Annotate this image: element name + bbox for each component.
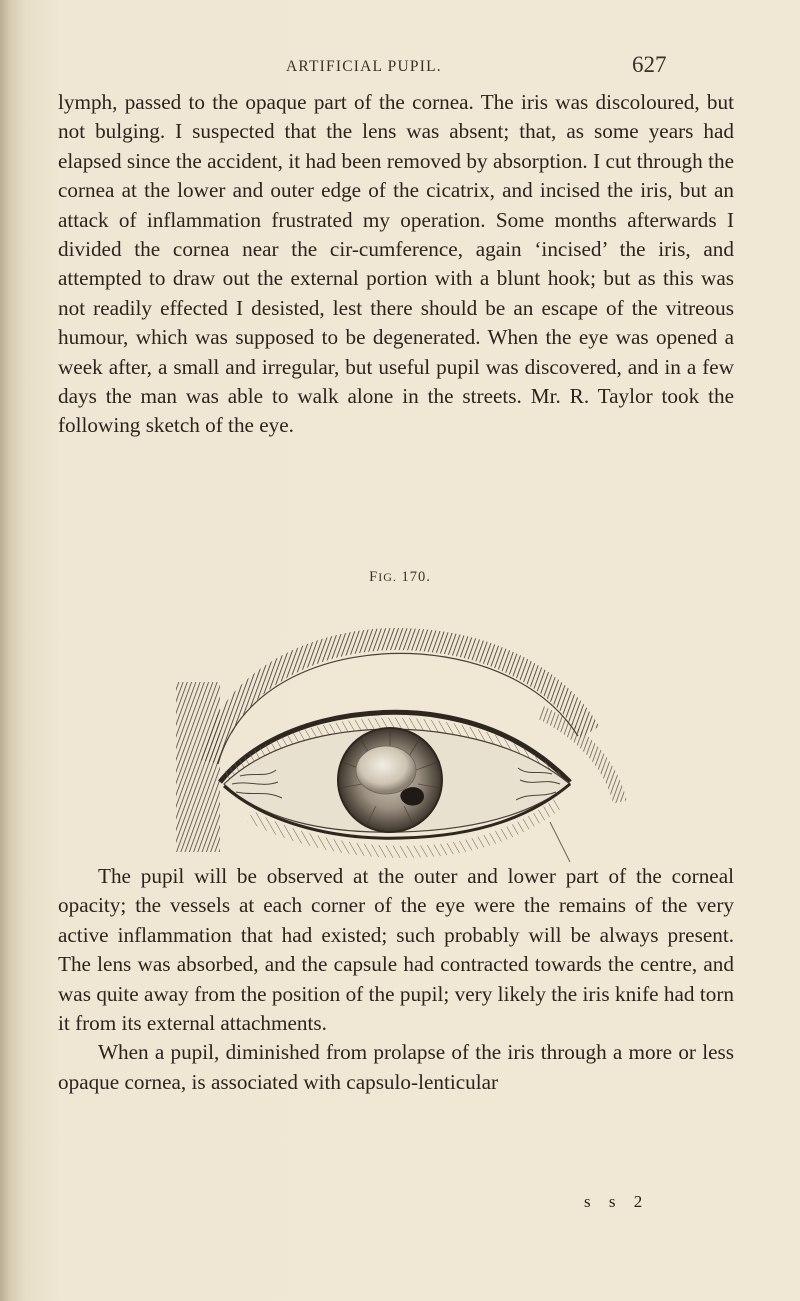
- body-text-top: [58, 88, 734, 441]
- eye-engraving-svg: [140, 612, 660, 897]
- paragraph: The pupil will be observed at the outer and lower part of the corneal opacity; the vessels at each corner of the eye were the remains of the very active inflammation that had existed; such probably will be always present. The lens was absorbed, and the capsule had contracted towards the centre, and was quite away from the position of the pupil; very likely the iris knife had torn it from its external attachments.: [58, 864, 734, 1036]
- lid-shadow-left: [176, 682, 220, 852]
- caption-number: 170.: [401, 569, 431, 585]
- eye-illustration: [140, 612, 660, 897]
- body-text-bottom: [58, 862, 734, 1097]
- paragraph-continued: lymph, passed to the opaque part of the cornea. The iris was discoloured, but not bulging. I suspected that the lens was absent; that, as some years had elapsed since the accident, it had been removed by absorption. I cut through the cornea at the lower and outer edge of the cicatrix, and incised the iris, but an attack of inflammation frustrated my operation. Some months afterwards I divided the cornea near the cir-cumference, again ‘incised’ the iris, and attempted to draw out the external portion with a blunt hook; but as this was not readily effected I desisted, lest there should be an escape of the vitreous humour, which was supposed to be degenerated. When the eye was opened a week after, a small and irregular, but useful pupil was discovered, and in a few days the man was able to walk alone in the streets. Mr. R. Taylor took the following sketch of the eye.: [58, 90, 734, 438]
- page-number: 627: [632, 52, 667, 77]
- signature-mark: s s 2: [584, 1192, 650, 1211]
- paragraph: When a pupil, diminished from prolapse of the iris through a more or less opaque cornea, is associated with capsulo-lenticular: [58, 1040, 734, 1094]
- page-header: [0, 52, 800, 84]
- running-head: ARTIFICIAL PUPIL.: [286, 58, 442, 75]
- caption-prefix: F: [369, 569, 379, 585]
- figure-caption: [0, 569, 800, 586]
- caption-smallcaps: IG.: [378, 570, 397, 584]
- corneal-opacity: [356, 746, 416, 794]
